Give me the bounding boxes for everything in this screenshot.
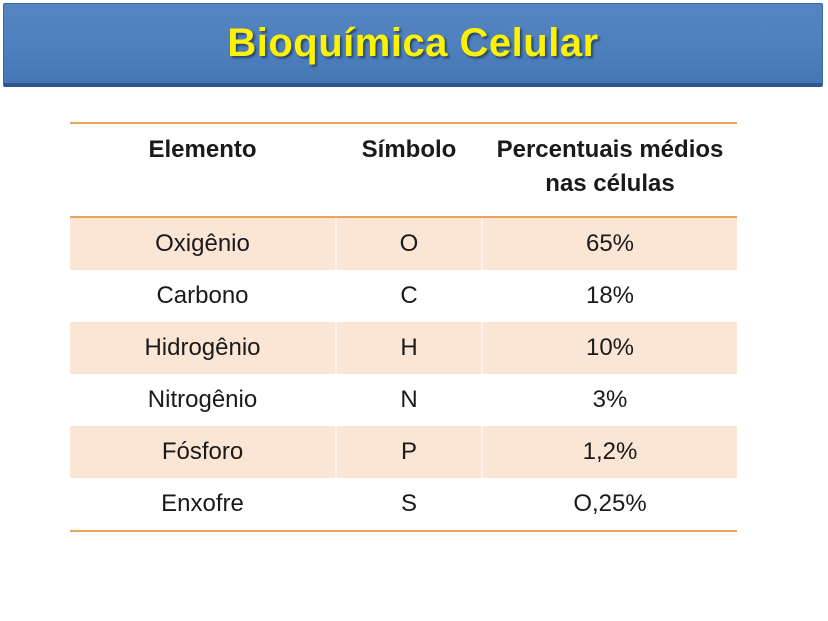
cell-percentual: 10% xyxy=(585,334,635,361)
cell-simbolo: N xyxy=(337,374,483,426)
table-row xyxy=(70,426,737,478)
column-header-elemento: Elemento xyxy=(148,136,257,163)
column-header-percentuais: Percentuais médios nas células xyxy=(496,136,724,197)
cell-elemento: Fósforo xyxy=(70,426,337,478)
table-row xyxy=(70,218,737,270)
table-header-row xyxy=(70,124,737,218)
cell-simbolo: S xyxy=(337,478,483,530)
cell-elemento: Carbono xyxy=(70,270,337,322)
table-row xyxy=(70,270,737,322)
column-header-simbolo: Símbolo xyxy=(361,136,457,163)
cell-percentual: 65% xyxy=(585,230,635,257)
table-row xyxy=(70,374,737,426)
cell-elemento: Oxigênio xyxy=(70,218,337,270)
cell-elemento: Nitrogênio xyxy=(70,374,337,426)
cell-percentual: O,25% xyxy=(573,490,647,517)
cell-simbolo: O xyxy=(337,218,483,270)
title-banner xyxy=(3,3,823,87)
cell-elemento: Hidrogênio xyxy=(70,322,337,374)
cell-simbolo: P xyxy=(337,426,483,478)
slide-title: Bioquímica Celular xyxy=(227,21,599,65)
table-row xyxy=(70,322,737,374)
cell-elemento: Enxofre xyxy=(70,478,337,530)
elements-table xyxy=(70,122,737,532)
cell-percentual: 18% xyxy=(585,282,635,309)
cell-simbolo: H xyxy=(337,322,483,374)
table-row xyxy=(70,478,737,530)
cell-simbolo: C xyxy=(337,270,483,322)
cell-percentual: 3% xyxy=(592,386,628,413)
cell-percentual: 1,2% xyxy=(582,438,638,465)
